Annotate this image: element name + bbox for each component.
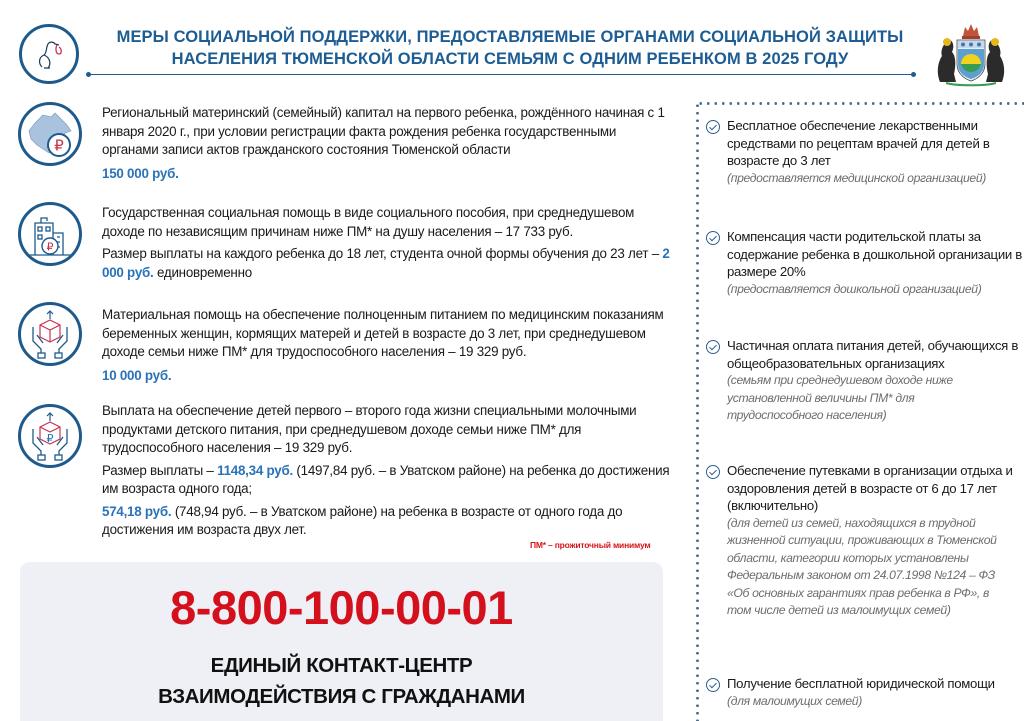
measure-title: Обеспечение путевками в организации отдыха и оздоровления детей в возрасте от 6 до 17 лет (включительно) <box>727 463 1013 513</box>
measure-note: (семьям при среднедушевом доходе ниже установленной величины ПМ* для трудоспособного населения) <box>727 373 953 422</box>
svg-text:₽: ₽ <box>54 136 64 155</box>
check-circle-icon <box>706 231 720 245</box>
benefit-amount-suffix: единовременно <box>153 264 252 280</box>
benefit-payment-size-2: 574,18 руб. (748,94 руб. – в Уватском районе) на ребенка в возрасте от одного года до достижения им возраста двух лет. <box>102 503 623 537</box>
measure-title: Получение бесплатной юридической помощи <box>727 676 995 691</box>
tyumen-coat-of-arms-icon <box>932 22 1010 88</box>
title-line-2: НАСЕЛЕНИЯ ТЮМЕНСКОЙ ОБЛАСТИ СЕМЬЯМ С ОДНИМ РЕБЕНКОМ В 2025 ГОДУ <box>171 50 849 68</box>
check-circle-icon <box>706 465 720 479</box>
stork-icon <box>30 35 70 75</box>
dotted-border-top <box>697 102 1024 105</box>
benefit-text <box>102 402 672 540</box>
page-title <box>90 26 930 70</box>
benefit-description: Государственная социальная помощь в виде социального пособия, при среднедушевом доходе по независящим причинам ниже ПМ* на душу населения – 17 733 руб. <box>102 205 635 239</box>
benefit-amount: 10 000 руб. <box>102 367 172 383</box>
contact-center-box <box>20 562 663 721</box>
header-divider <box>88 74 914 75</box>
contact-label-line-1: ЕДИНЫЙ КОНТАКТ-ЦЕНТР <box>210 654 473 677</box>
check-circle-icon <box>706 120 720 134</box>
contact-label-line-2: ВЗАИМОДЕЙСТВИЯ С ГРАЖДАНАМИ <box>158 685 525 708</box>
benefit-text <box>102 204 672 282</box>
check-circle-icon <box>706 340 720 354</box>
measure-note: (предоставляется медицинской организацией) <box>727 170 986 185</box>
benefit-payment-size: Размер выплаты – 1148,34 руб. (1497,84 руб. – в Уватском районе) на ребенка до достижения им возраста одного года; <box>102 462 670 496</box>
check-circle-icon <box>706 678 720 692</box>
measure-title: Компенсация части родительской платы за содержание ребенка в дошкольной организации в размере 20% <box>727 229 1023 279</box>
benefit-amount-2: 574,18 руб. <box>102 503 172 519</box>
measure-title: Частичная оплата питания детей, обучающихся в общеобразовательных организациях <box>727 338 1019 371</box>
benefit-description: Региональный материнский (семейный) капитал на первого ребенка, рождённого начиная с 1 января 2020 г., при условии регистрации факта рождения ребенка государственными органами записи актов гражданского состояния Тюменской области <box>102 105 665 157</box>
benefit-amount: 150 000 руб. <box>102 165 179 181</box>
measure-note: (предоставляется дошкольной организацией) <box>727 281 982 296</box>
measure-note: (для детей из семей, находящихся в трудной жизненной ситуации, проживающих в Тюменской области, категории которых установлены Федеральным законом от 24.07.1998 №124 – ФЗ «Об основных гарантиях прав ребенка в РФ», в том числе детей из малоимущих семей) <box>727 515 997 617</box>
svg-text:₽: ₽ <box>46 432 54 445</box>
benefit-amount: 1148,34 руб. <box>217 462 293 478</box>
footnote-pm: ПМ* – прожиточный минимум <box>530 540 651 550</box>
region-map-ruble-icon <box>18 102 82 166</box>
dotted-border-left <box>696 102 699 721</box>
benefit-description: Материальная помощь на обеспечение полноценным питанием по медицинским показаниям беременных женщин, кормящих матерей и детей в возрасте до 3 лет, при среднедушевом доходе семьи ниже ПМ* для трудоспособного населения – 19 329 руб. <box>102 307 664 359</box>
benefit-text <box>102 306 672 385</box>
title-line-1: МЕРЫ СОЦИАЛЬНОЙ ПОДДЕРЖКИ, ПРЕДОСТАВЛЯЕМЫЕ ОРГАНАМИ СОЦИАЛЬНОЙ ЗАЩИТЫ <box>116 28 904 46</box>
building-ruble-icon <box>18 202 82 266</box>
measure-title: Бесплатное обеспечение лекарственными средствами по рецептам врачей для детей в возрасте до 3 лет <box>727 118 990 168</box>
benefit-description: Выплата на обеспечение детей первого – второго года жизни специальными молочными продуктами детского питания, при среднедушевом доходе семьи ниже ПМ* для трудоспособного населения – 19 329 руб. <box>102 403 637 455</box>
hotline-phone-number[interactable]: 8-800-100-00-01 <box>170 581 513 634</box>
benefit-amount: 2 000 руб. <box>102 246 670 280</box>
svg-text:₽: ₽ <box>46 240 54 254</box>
hands-box-ruble-icon <box>18 404 82 468</box>
hands-box-icon <box>18 302 82 366</box>
stork-logo <box>19 24 79 84</box>
measure-note: (для малоимущих семей) <box>727 693 862 708</box>
benefit-text <box>102 104 672 183</box>
benefit-payment-size: Размер выплаты на каждого ребенка до 18 лет, студента очной формы обучения до 23 лет – 2 000 руб. единовременно <box>102 246 670 280</box>
